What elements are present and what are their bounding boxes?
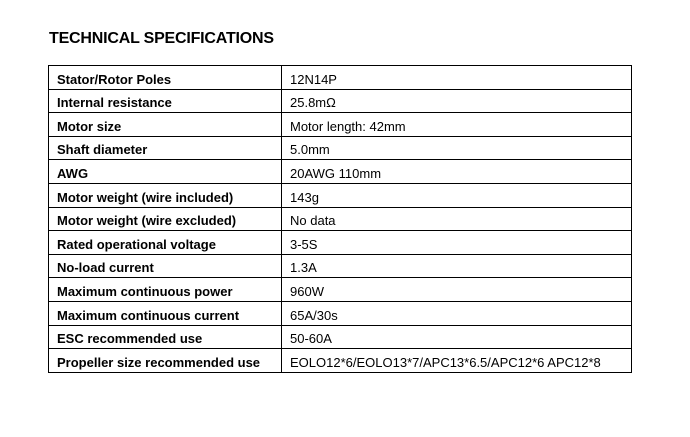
spec-label: Internal resistance [49,89,282,113]
spec-label: AWG [49,160,282,184]
table-row [49,325,632,349]
spec-label: Shaft diameter [49,136,282,160]
spec-value: 25.8mΩ [282,89,632,113]
table-row [49,231,632,255]
table-row [49,278,632,302]
spec-value: 1.3A [282,254,632,278]
spec-label: Rated operational voltage [49,231,282,255]
table-row [49,254,632,278]
spec-label: Motor weight (wire included) [49,183,282,207]
table-row [49,160,632,184]
spec-value: 5.0mm [282,136,632,160]
spec-table [48,65,632,373]
table-row [49,207,632,231]
table-row [49,66,632,90]
table-row [49,349,632,373]
spec-value: 960W [282,278,632,302]
table-row [49,136,632,160]
spec-label: ESC recommended use [49,325,282,349]
spec-label: Maximum continuous power [49,278,282,302]
spec-value: 143g [282,183,632,207]
spec-value: 3-5S [282,231,632,255]
spec-label: Motor size [49,113,282,137]
spec-label: Propeller size recommended use [49,349,282,373]
spec-value: 50-60A [282,325,632,349]
spec-label: Motor weight (wire excluded) [49,207,282,231]
table-row [49,301,632,325]
spec-label: No-load current [49,254,282,278]
spec-label: Stator/Rotor Poles [49,66,282,90]
table-row [49,113,632,137]
spec-value: No data [282,207,632,231]
table-row [49,183,632,207]
spec-value: Motor length: 42mm [282,113,632,137]
spec-value: 65A/30s [282,301,632,325]
spec-label: Maximum continuous current [49,301,282,325]
page-title: TECHNICAL SPECIFICATIONS [49,30,274,47]
spec-value: 12N14P [282,66,632,90]
table-row [49,89,632,113]
spec-value: EOLO12*6/EOLO13*7/APC13*6.5/APC12*6 APC12*8 [282,349,632,373]
spec-value: 20AWG 110mm [282,160,632,184]
